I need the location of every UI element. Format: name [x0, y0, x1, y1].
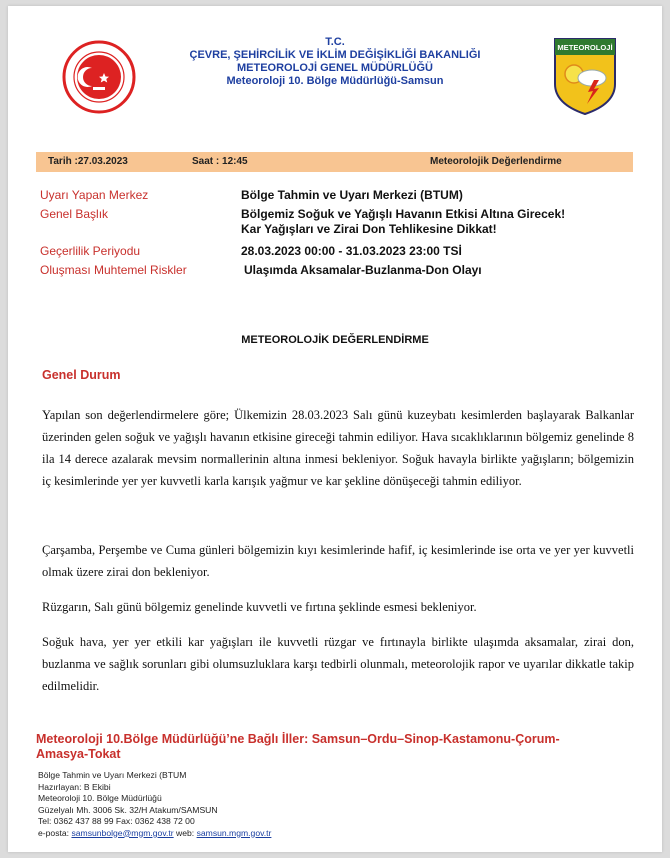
footer-center: Bölge Tahmin ve Uyarı Merkezi (BTUM — [38, 770, 187, 780]
header-tc: T.C. — [325, 36, 345, 48]
report-type-text: Meteorolojik Değerlendirme — [430, 156, 562, 167]
footer-address: Güzelyalı Mh. 3006 Sk. 32/H Atakum/SAMSUN — [38, 804, 218, 815]
footer-team: Hazırlayan: B Ekibi — [38, 781, 111, 792]
paragraph-3: Rüzgarın, Salı günü bölgemiz genelinde kuvvetli ve fırtına şeklinde esmesi bekleniyor. — [42, 600, 477, 614]
genel-durum-heading: Genel Durum — [42, 368, 121, 382]
region-line2: Amasya-Tokat — [36, 747, 121, 761]
paragraph-4: Soğuk hava, yer yer etkili kar yağışları ile kuvvetli rüzgar ve fırtınayla birlikte ulaşımda aksamalar, zirai don, buzlanma ve sağlık sorunları gibi olumsuzluklara karşı tedbirli olunmalı, meteorolojik rapor ve uyarılar dikkatle takip edilmelidir. — [42, 635, 634, 693]
time-text: Saat : 12:45 — [192, 156, 248, 167]
risk-value: Ulaşımda Aksamalar-Buzlanma-Don Olayı — [244, 263, 482, 277]
web-link[interactable]: samsun.mgm.gov.tr — [196, 827, 272, 838]
footer-contact-line — [38, 828, 271, 840]
section-title: METEOROLOJİK DEĞERLENDİRME — [241, 334, 429, 346]
document-page — [8, 6, 662, 852]
web-label: web: — [176, 827, 195, 838]
meta-bar — [36, 152, 633, 172]
header-ministry: ÇEVRE, ŞEHİRCİLİK VE İKLİM DEĞİŞİKLİĞİ BAKANLIĞI — [189, 49, 481, 61]
title-value-line2: Kar Yağışları ve Zirai Don Tehlikesine Dikkat! — [241, 222, 497, 236]
risk-label: Oluşması Muhtemel Riskler — [40, 263, 187, 277]
paragraph-2: Çarşamba, Perşembe ve Cuma günleri bölgemizin kıyı kesimlerinde hafif, iç kesimlerinde ise orta ve yer yer kuvvetli olmak üzere zirai don bekleniyor. — [42, 543, 634, 579]
footer-directorate: Meteoroloji 10. Bölge Müdürlüğü — [38, 793, 162, 803]
date-text: Tarih :27.03.2023 — [48, 156, 128, 167]
validity-value: 28.03.2023 00:00 - 31.03.2023 23:00 TSİ — [241, 244, 462, 258]
title-value-line1: Bölgemiz Soğuk ve Yağışlı Havanın Etkisi Altına Girecek! — [241, 207, 566, 221]
logo-text: METEOROLOJİ — [557, 43, 613, 52]
header-regional: Meteoroloji 10. Bölge Müdürlüğü-Samsun — [226, 75, 444, 87]
center-label: Uyarı Yapan Merkez — [40, 188, 149, 202]
email-link[interactable]: samsunbolge@mgm.gov.tr — [71, 827, 174, 838]
meteoroloji-logo — [552, 36, 618, 116]
validity-label: Geçerlilik Periyodu — [40, 244, 141, 258]
region-line1: Meteoroloji 10.Bölge Müdürlüğü’ne Bağlı İller: Samsun–Ordu–Sinop-Kastamonu-Çorum- — [36, 732, 560, 746]
footer-phone: Tel: 0362 437 88 99 Fax: 0362 438 72 00 — [38, 816, 195, 826]
contact-footer — [38, 770, 271, 839]
center-value: Bölge Tahmin ve Uyarı Merkezi (BTUM) — [241, 188, 463, 202]
paragraph-1: Yapılan son değerlendirmelere göre; Ülkemizin 28.03.2023 Salı günü kuzeybatı kesimlerden başlayarak Balkanlar üzerinden gelen soğuk ve yağışlı havanın etkisine gireceği tahmin ediliyor. Hava sıcaklıklarının bölgemiz genelinde 8 ila 14 derece azalarak mevsim normallerinin altına inmesi bekleniyor. Soğuk havayla birlikte yağışların; bölgemizin iç kesimlerinde yer yer kuvvetli karla karışık yağmur ve kar şekline dönüşeceği tahmin ediliyor. — [42, 408, 634, 488]
region-provinces — [36, 732, 636, 762]
title-label: Genel Başlık — [40, 207, 109, 221]
email-label: e-posta: — [38, 827, 70, 838]
header-directorate: METEOROLOJİ GENEL MÜDÜRLÜĞÜ — [237, 62, 433, 74]
